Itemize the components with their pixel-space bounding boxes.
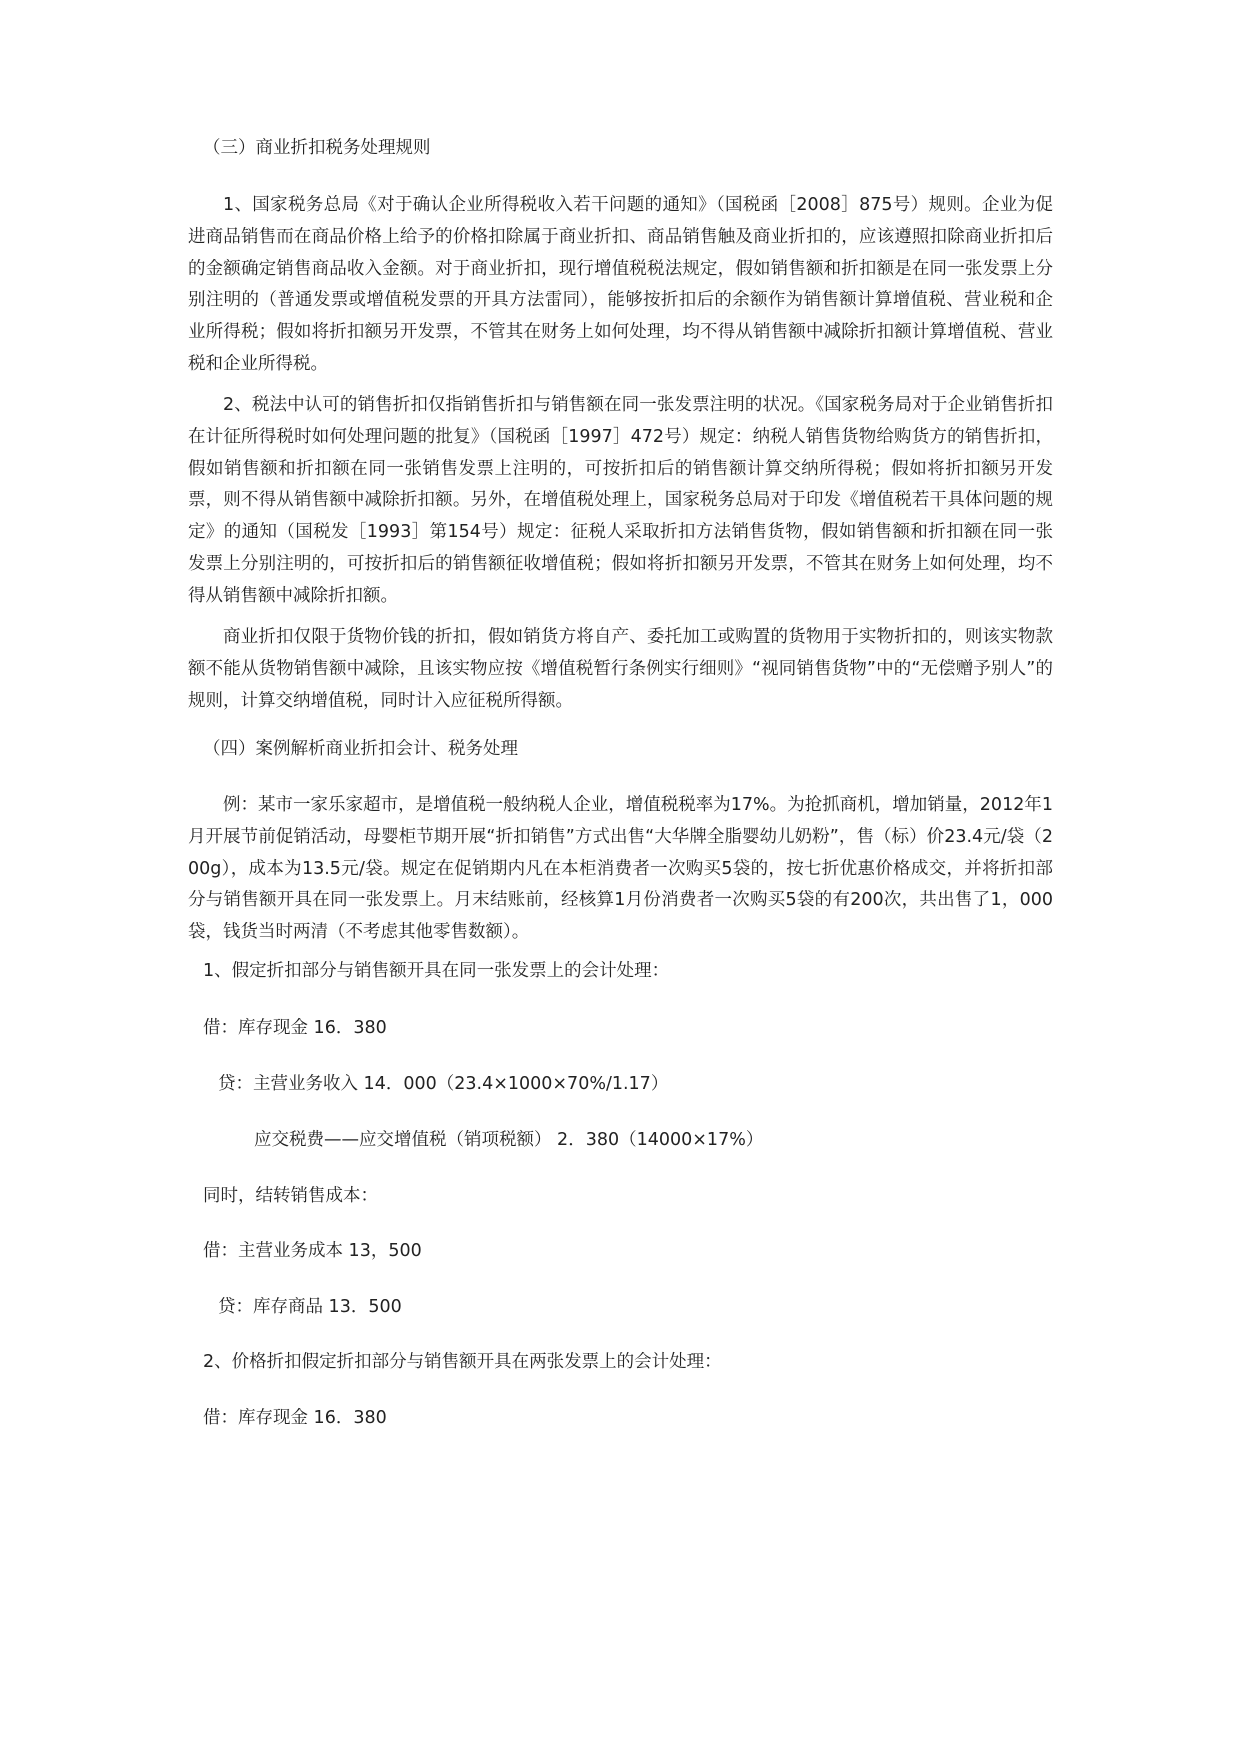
case1-credit-entry-1: 贷：主营业务收入 14．000（23.4×1000×70%/1.17） — [218, 1074, 669, 1094]
case2-debit-entry: 借：库存现金 16．380 — [203, 1408, 387, 1428]
case1-credit-entry-2: 应交税费——应交增值税（销项税额） 2．380（14000×17%） — [254, 1130, 764, 1150]
section-heading-4: （四）案例解析商业折扣会计、税务处理 — [203, 739, 518, 759]
case2-title: 2、价格折扣假定折扣部分与销售额开具在两张发票上的会计处理： — [203, 1352, 722, 1372]
case1-also-note: 同时，结转销售成本： — [203, 1186, 378, 1206]
case1-debit-entry: 借：库存现金 16．380 — [203, 1018, 387, 1038]
section-heading-3: （三）商业折扣税务处理规则 — [203, 138, 431, 158]
paragraph-rule-2: 2、税法中认可的销售折扣仅指销售折扣与销售额在同一张发票注明的状况。《国家税务局对于企业销售折扣在计征所得税时如何处理问题的批复》（国税函［1997］472号）规定：纳税人销售货物给购货方的销售折扣，假如销售额和折扣额在同一张销售发票上注明的，可按折扣后的销售额计算交纳所得税；假如将折扣额另开发票，则不得从销售额中减除折扣额。另外，在增值税处理上，国家税务总局对于印发《增值税若干具体问题的规定》的通知（国税发［1993］第154号）规定：征税人采取折扣方法销售货物，假如销售额和折扣额在同一张发票上分别注明的，可按折扣后的销售额征收增值税；假如将折扣额另开发票，不管其在财务上如何处理，均不得从销售额中减除折扣额。 — [188, 395, 1053, 606]
case1-title: 1、假定折扣部分与销售额开具在同一张发票上的会计处理： — [203, 961, 670, 981]
paragraph-rule-1: 1、国家税务总局《对于确认企业所得税收入若干问题的通知》（国税函［2008］875号）规则。企业为促进商品销售而在商品价格上给予的价格扣除属于商业折扣、商品销售触及商业折扣的，应该遵照扣除商业折扣后的金额确定销售商品收入金额。对于商业折扣，现行增值税税法规定，假如销售额和折扣额是在同一张发票上分别注明的（普通发票或增值税发票的开具方法雷同），能够按折扣后的余额作为销售额计算增值税、营业税和企业所得税；假如将折扣额另开发票，不管其在财务上如何处理，均不得从销售额中减除折扣额计算增值税、营业税和企业所得税。 — [188, 195, 1053, 374]
paragraph-rule-3: 商业折扣仅限于货物价钱的折扣，假如销货方将自产、委托加工或购置的货物用于实物折扣的，则该实物款额不能从货物销售额中减除，且该实物应按《增值税暂行条例实行细则》“视同销售货物”中的“无偿赠予别人”的规则，计算交纳增值税，同时计入应征税所得额。 — [188, 627, 1053, 711]
paragraph-example: 例：某市一家乐家超市，是增值税一般纳税人企业，增值税税率为17%。为抢抓商机，增加销量，2012年1月开展节前促销活动，母婴柜节期开展“折扣销售”方式出售“大华牌全脂婴幼儿奶粉”，售（标）价23.4元/袋（200g），成本为13.5元/袋。规定在促销期内凡在本柜消费者一次购买5袋的，按七折优惠价格成交，并将折扣部分与销售额开具在同一张发票上。月末结账前，经核算1月份消费者一次购买5袋的有200次，共出售了1，000袋，钱货当时两清（不考虑其他零售数额）。 — [188, 795, 1053, 943]
case1-cost-credit-entry: 贷：库存商品 13．500 — [218, 1297, 402, 1317]
case1-cost-debit-entry: 借：主营业务成本 13，500 — [203, 1241, 422, 1261]
